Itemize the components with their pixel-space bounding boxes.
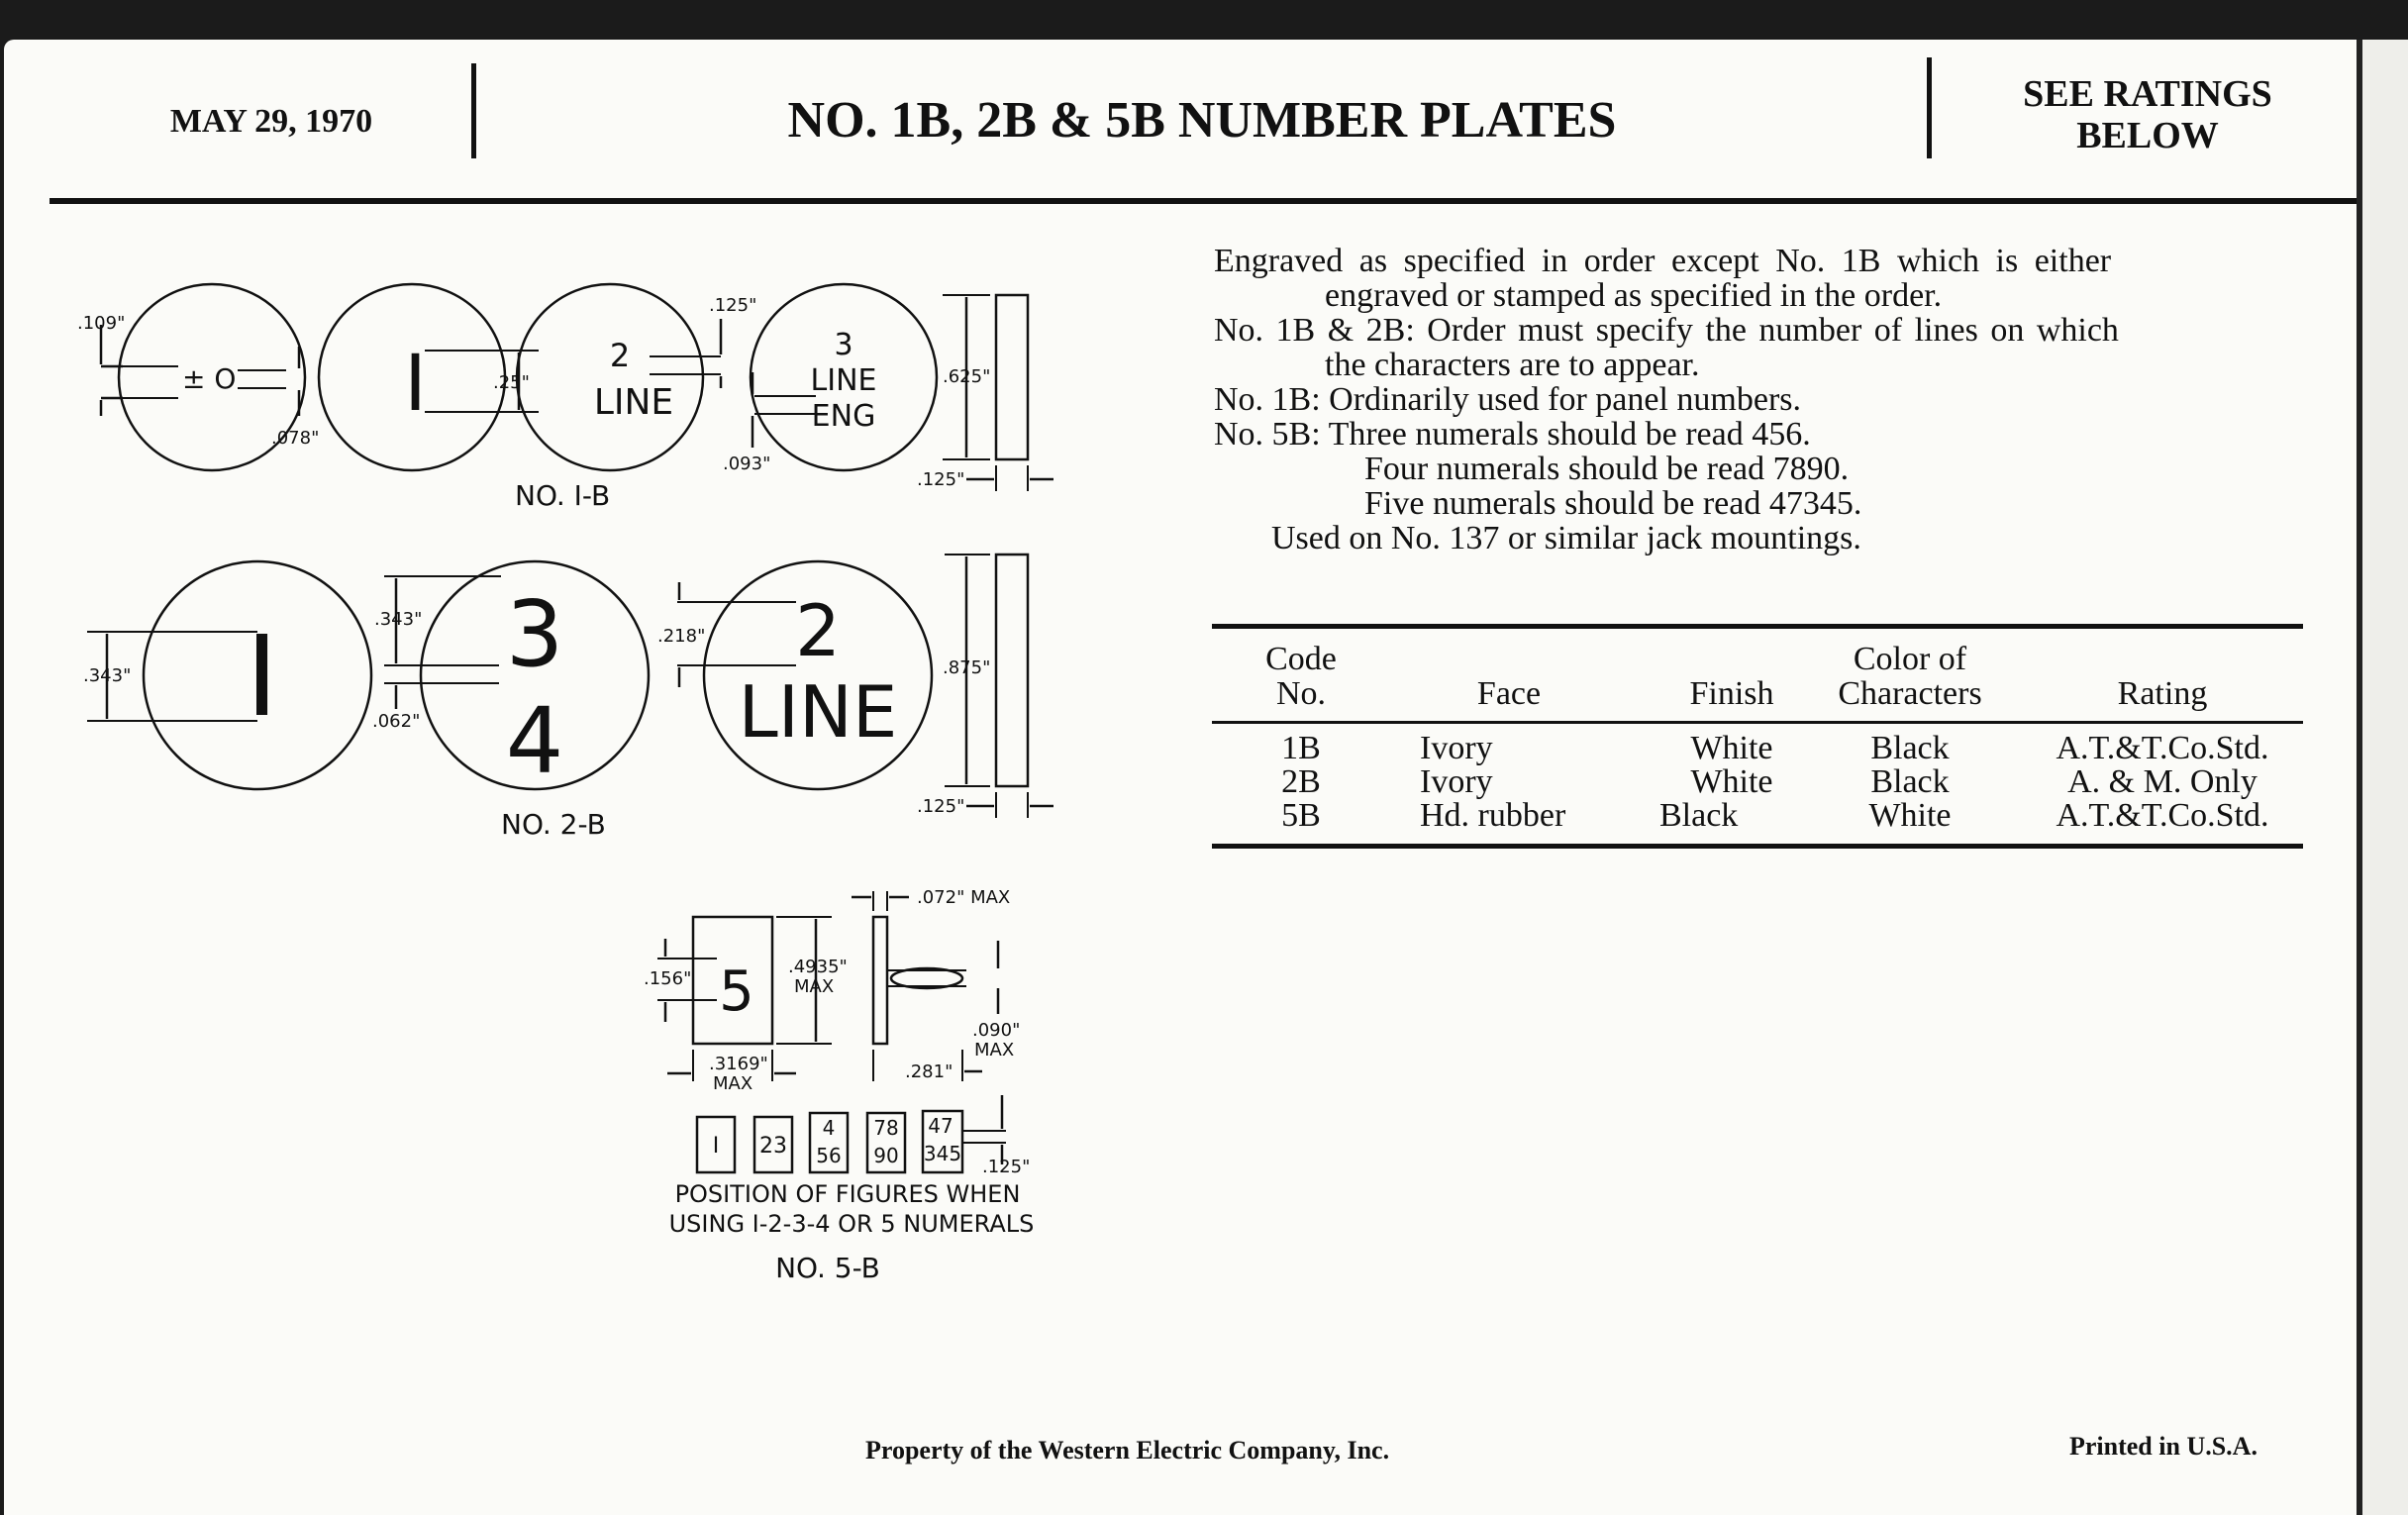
dim-max-3: MAX xyxy=(974,1040,1015,1060)
header-color-line1: Color of xyxy=(1853,641,1967,677)
dim-875: .875" xyxy=(943,657,991,678)
dim-078: .078" xyxy=(271,428,320,449)
figure-box-4-top: 78 xyxy=(873,1116,899,1140)
description-line-8: Five numerals should be read 47345. xyxy=(1364,485,1862,522)
ratings-note-line1: SEE RATINGS xyxy=(2023,73,2272,115)
figure-box-1-text: I xyxy=(712,1134,720,1159)
plate-5b-side-view xyxy=(873,917,887,1044)
dim-281: .281" xyxy=(905,1061,953,1082)
position-caption-line1: POSITION OF FIGURES WHEN xyxy=(674,1180,1021,1208)
table-rule-mid xyxy=(1212,721,2303,724)
drawings xyxy=(4,218,1172,1505)
row-1b-face: Ivory xyxy=(1420,730,1493,766)
row-2b-finish: White xyxy=(1690,763,1773,800)
plate-2b-1-text: I xyxy=(246,613,279,742)
dim-343-a: .343" xyxy=(83,665,132,686)
header-rating: Rating xyxy=(2117,675,2208,712)
document-date: MAY 29, 1970 xyxy=(169,103,373,140)
footer-printed: Printed in U.S.A. xyxy=(2069,1432,2258,1461)
row-1b-rating: A.T.&T.Co.Std. xyxy=(2056,730,2269,766)
plate-1b-caption: NO. I-B xyxy=(515,479,611,512)
row-5b-rating: A.T.&T.Co.Std. xyxy=(2056,797,2269,834)
plate-1b-3-line1: 2 xyxy=(609,337,631,374)
description-line-3: No. 1B & 2B: Order must specify the number of lines on which xyxy=(1214,312,2119,349)
description-line-2: engraved or stamped as specified in the order. xyxy=(1325,277,1943,314)
plate-5b-caption: NO. 5-B xyxy=(775,1252,880,1284)
plate-2b-3-line2: LINE xyxy=(738,670,898,754)
description-line-7: Four numerals should be read 7890. xyxy=(1364,451,1850,487)
dim-625: .625" xyxy=(943,366,991,387)
dim-125-side-2b: .125" xyxy=(917,796,965,817)
row-5b-color: White xyxy=(1868,797,1952,834)
card-edge xyxy=(2357,40,2408,1515)
description-line-1: Engraved as specified in order except No. 1B which is either xyxy=(1214,243,2112,279)
row-2b-face: Ivory xyxy=(1420,763,1493,800)
document-title: NO. 1B, 2B & 5B NUMBER PLATES xyxy=(787,92,1617,149)
header-face: Face xyxy=(1476,675,1542,712)
row-2b-rating: A. & M. Only xyxy=(2067,763,2258,800)
dim-072: .072" MAX xyxy=(917,887,1011,908)
ratings-note xyxy=(1945,73,2351,156)
header-finish: Finish xyxy=(1689,675,1774,712)
plate-1b-4-line2: LINE xyxy=(810,363,877,398)
plate-1b-circle-3 xyxy=(517,284,703,470)
dim-093: .093" xyxy=(723,454,771,474)
description-line-4: the characters are to appear. xyxy=(1325,347,1700,383)
document-card xyxy=(4,40,2357,1515)
header-divider-left xyxy=(471,63,476,158)
plate-1b-1-text: ± O xyxy=(182,362,237,395)
table-rule-top xyxy=(1212,624,2303,629)
figure-box-5-bottom: 345 xyxy=(923,1142,962,1165)
header-rule xyxy=(50,198,2357,204)
figure-box-2-text: 23 xyxy=(759,1134,787,1159)
dim-343-b: .343" xyxy=(374,609,423,630)
plate-2b-2-line2: 4 xyxy=(505,688,564,794)
footer-property: Property of the Western Electric Company, Inc. xyxy=(865,1436,1390,1464)
plate-5b-group xyxy=(644,887,1034,1284)
plate-1b-side-view xyxy=(996,295,1028,459)
description-line-9: Used on No. 137 or similar jack mountings. xyxy=(1271,520,1861,556)
header-color xyxy=(1806,642,2014,711)
row-1b-color: Black xyxy=(1870,730,1950,766)
plate-2b-side-view xyxy=(996,555,1028,786)
row-1b-finish: White xyxy=(1690,730,1773,766)
figure-box-4-bottom: 90 xyxy=(873,1144,899,1167)
row-2b-color: Black xyxy=(1870,763,1950,800)
dim-109: .109" xyxy=(77,313,126,334)
row-5b-code: 5B xyxy=(1281,797,1321,834)
header-code-line1: Code xyxy=(1265,641,1337,677)
plate-1b-3-line2: LINE xyxy=(593,382,674,423)
ratings-note-line2: BELOW xyxy=(2076,115,2219,156)
dim-4935: .4935" xyxy=(788,957,848,977)
dim-max-1: MAX xyxy=(794,976,835,997)
plate-2b-caption: NO. 2-B xyxy=(501,808,606,841)
plate-2b-group xyxy=(83,555,1054,841)
plate-1b-2-text: I xyxy=(404,340,428,429)
dim-125-5b: .125" xyxy=(982,1157,1031,1177)
header-divider-right xyxy=(1927,57,1932,158)
dim-25: .25" xyxy=(493,372,530,393)
row-5b-finish: Black xyxy=(1659,797,1739,834)
plate-1b-4-line1: 3 xyxy=(834,328,853,362)
table-rule-bottom xyxy=(1212,844,2303,849)
dim-062: .062" xyxy=(372,711,421,732)
header-code xyxy=(1242,642,1360,711)
figure-box-5-top: 47 xyxy=(928,1114,953,1138)
dim-125-top: .125" xyxy=(709,295,757,316)
plate-2b-3-line1: 2 xyxy=(795,589,841,672)
description-line-6: No. 5B: Three numerals should be read 456. xyxy=(1214,416,1811,453)
dim-125-side-1b: .125" xyxy=(917,469,965,490)
description-line-5: No. 1B: Ordinarily used for panel numbers. xyxy=(1214,381,1801,418)
header-color-line2: Characters xyxy=(1838,675,1982,712)
row-5b-face: Hd. rubber xyxy=(1420,797,1566,834)
row-1b-code: 1B xyxy=(1281,730,1321,766)
plate-2b-2-line1: 3 xyxy=(505,581,564,687)
dim-max-2: MAX xyxy=(713,1073,753,1094)
position-caption-line2: USING I-2-3-4 OR 5 NUMERALS xyxy=(668,1210,1035,1238)
header-code-line2: No. xyxy=(1275,675,1327,712)
figure-box-3-top: 4 xyxy=(822,1116,836,1140)
dim-218: .218" xyxy=(657,626,706,647)
plate-1b-group xyxy=(77,284,1054,512)
plate-1b-4-line3: ENG xyxy=(811,399,876,434)
plate-5b-text: 5 xyxy=(719,960,754,1024)
row-2b-code: 2B xyxy=(1281,763,1321,800)
dim-156: .156" xyxy=(644,968,692,989)
figure-box-3-bottom: 56 xyxy=(816,1144,842,1167)
dim-090: .090" xyxy=(972,1020,1021,1041)
dim-3169: .3169" xyxy=(709,1054,768,1074)
